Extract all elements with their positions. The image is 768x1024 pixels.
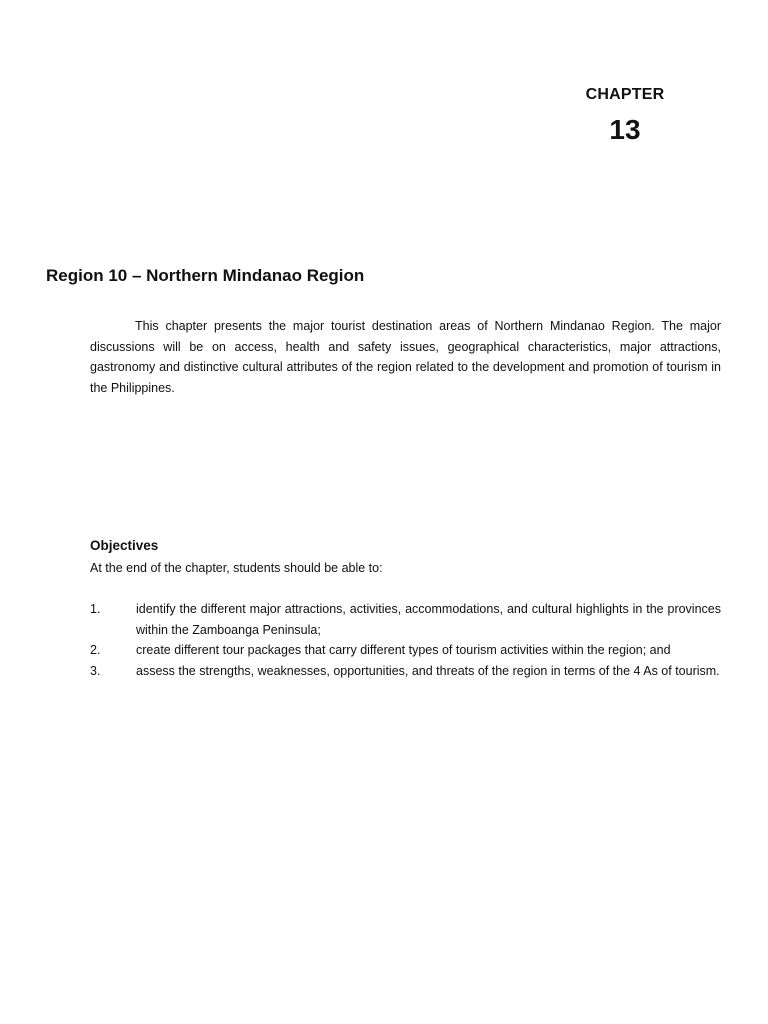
objectives-title: Objectives [90, 538, 159, 553]
region-title: Region 10 – Northern Mindanao Region [46, 266, 365, 285]
objectives-list [90, 599, 721, 681]
objective-number: 2. [90, 643, 101, 657]
chapter-heading [560, 84, 690, 148]
chapter-number: 13 [609, 114, 641, 145]
objective-item [90, 640, 721, 661]
objective-number: 1. [90, 602, 101, 616]
intro-paragraph: This chapter presents the major tourist destination areas of Northern Mindanao Region. The major discussions will be on access, health and safety issues, geographical characteristics, major attractions, gastronomy and distinctive cultural attributes of the region related to the development and promotion of tourism in the Philippines. [90, 319, 721, 395]
objective-item [90, 661, 721, 682]
objective-text: identify the different major attractions, activities, accommodations, and cultural highlights in the provinces within the Zamboanga Peninsula; [136, 602, 721, 637]
objective-text: assess the strengths, weaknesses, opportunities, and threats of the region in terms of the 4 As of tourism. [136, 663, 720, 678]
objective-item [90, 599, 721, 640]
chapter-label: CHAPTER [585, 86, 665, 103]
objective-number: 3. [90, 663, 101, 678]
objectives-lead: At the end of the chapter, students should be able to: [90, 561, 383, 575]
objective-text: create different tour packages that carry different types of tourism activities within the region; and [136, 643, 671, 657]
